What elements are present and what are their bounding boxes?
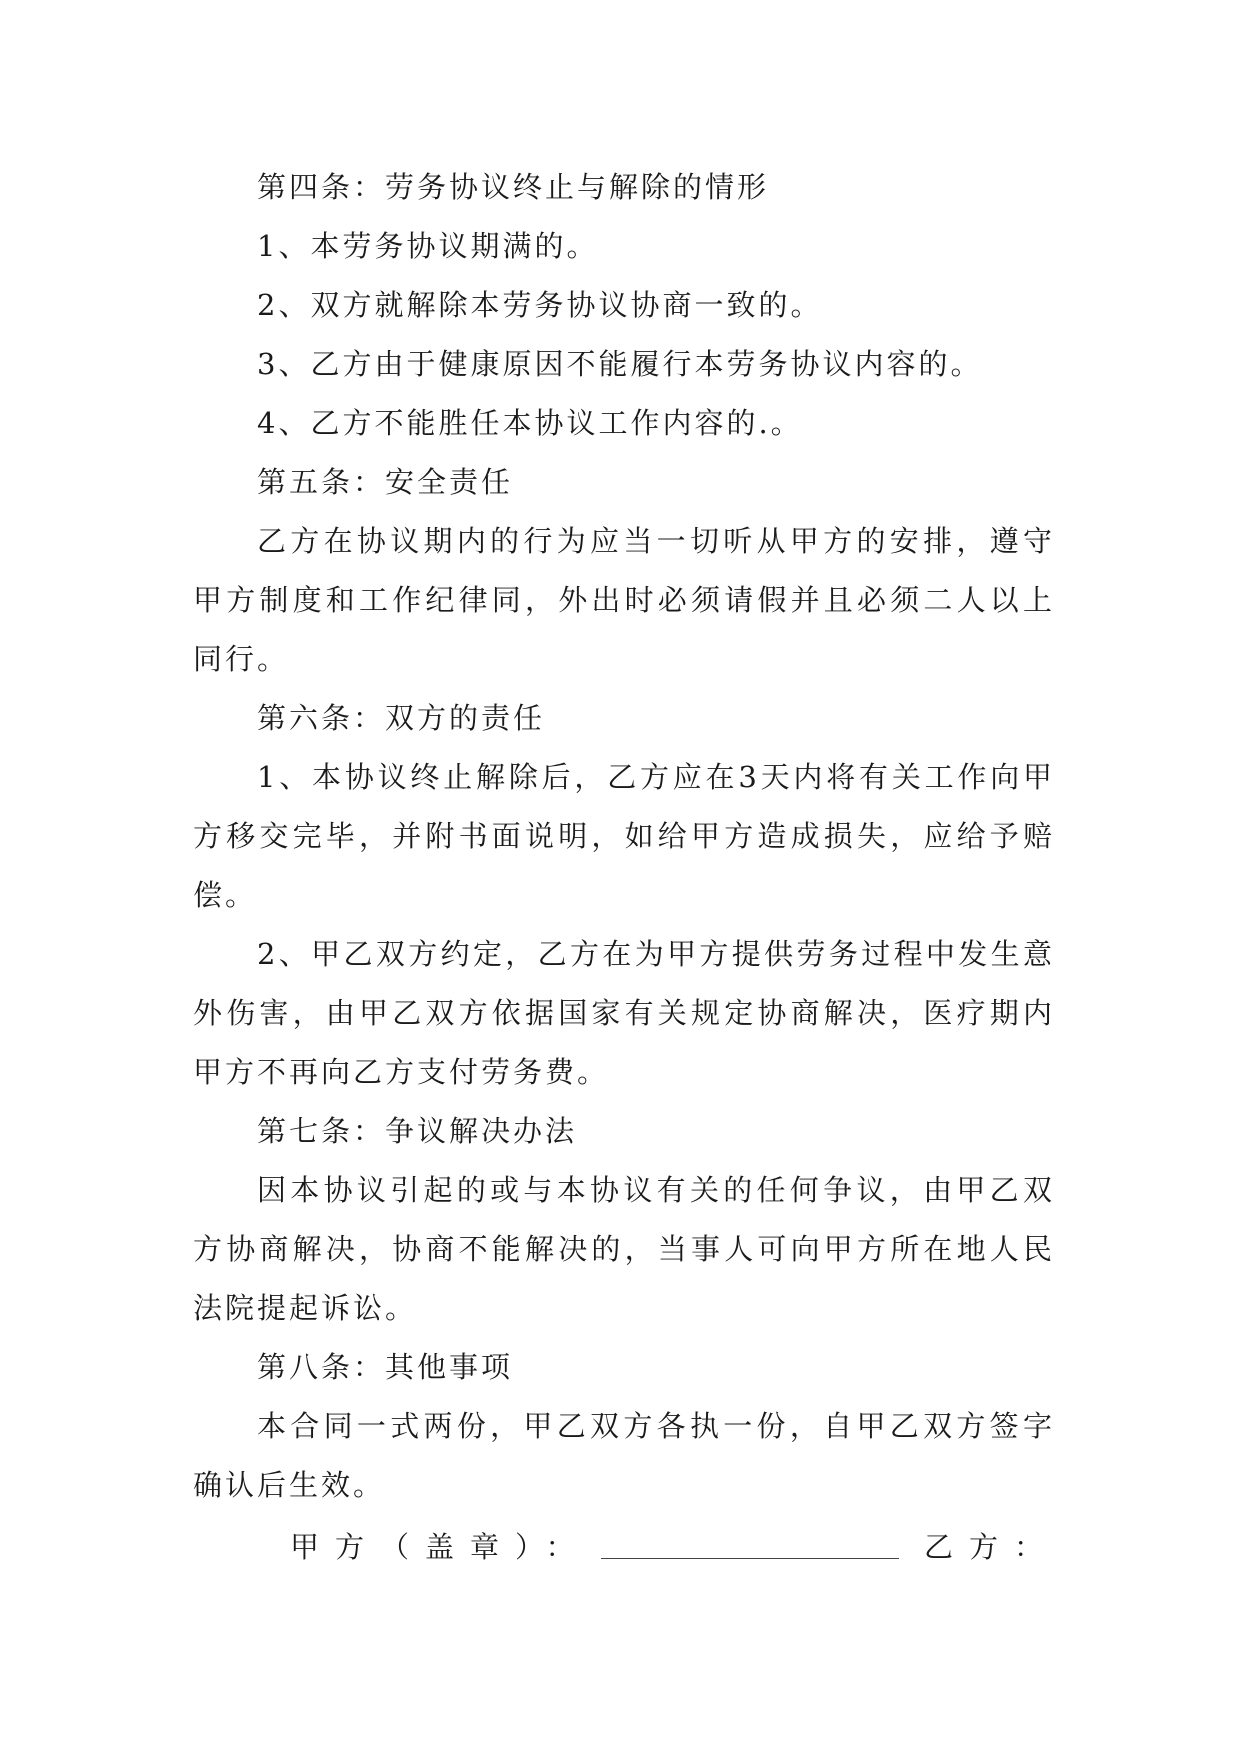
- article-6-item-1: 1、本协议终止解除后，乙方应在3天内将有关工作向甲方移交完毕，并附书面说明，如给甲方造成损失，应给予赔偿。: [193, 760, 1055, 912]
- article-4-item-4: 4、乙方不能胜任本协议工作内容的.。: [257, 406, 803, 440]
- article-5-text: 乙方在协议期内的行为应当一切听从甲方的安排，遵守甲方制度和工作纪律同，外出时必须请假并且必须二人以上同行。: [193, 524, 1055, 676]
- party-b-label: 乙方：: [924, 1530, 1060, 1564]
- article-6-item-2: 2、甲乙双方约定，乙方在为甲方提供劳务过程中发生意外伤害，由甲乙双方依据国家有关规定协商解决，医疗期内甲方不再向乙方支付劳务费。: [193, 937, 1055, 1089]
- article-8-heading: 第八条：其他事项: [257, 1350, 514, 1384]
- article-7-text: 因本协议引起的或与本协议有关的任何争议，由甲乙双方协商解决，协商不能解决的，当事人可向甲方所在地人民法院提起诉讼。: [193, 1173, 1055, 1325]
- article-4-item-1: 1、本劳务协议期满的。: [257, 229, 599, 263]
- signature-line: [193, 1518, 1060, 1577]
- article-4-item-3: 3、乙方由于健康原因不能履行本劳务协议内容的。: [257, 347, 983, 381]
- article-4-heading: 第四条：劳务协议终止与解除的情形: [257, 170, 770, 204]
- document-body: [193, 158, 1055, 1515]
- article-8-text: 本合同一式两份，甲乙双方各执一份，自甲乙双方签字确认后生效。: [193, 1409, 1055, 1502]
- article-5-heading: 第五条：安全责任: [257, 465, 514, 499]
- signature-blank: [601, 1558, 899, 1559]
- party-a-seal-label: 甲方（盖章）：: [290, 1530, 591, 1564]
- article-7-heading: 第七条：争议解决办法: [257, 1114, 578, 1148]
- article-4-item-2: 2、双方就解除本劳务协议协商一致的。: [257, 288, 823, 322]
- article-6-heading: 第六条：双方的责任: [257, 701, 546, 735]
